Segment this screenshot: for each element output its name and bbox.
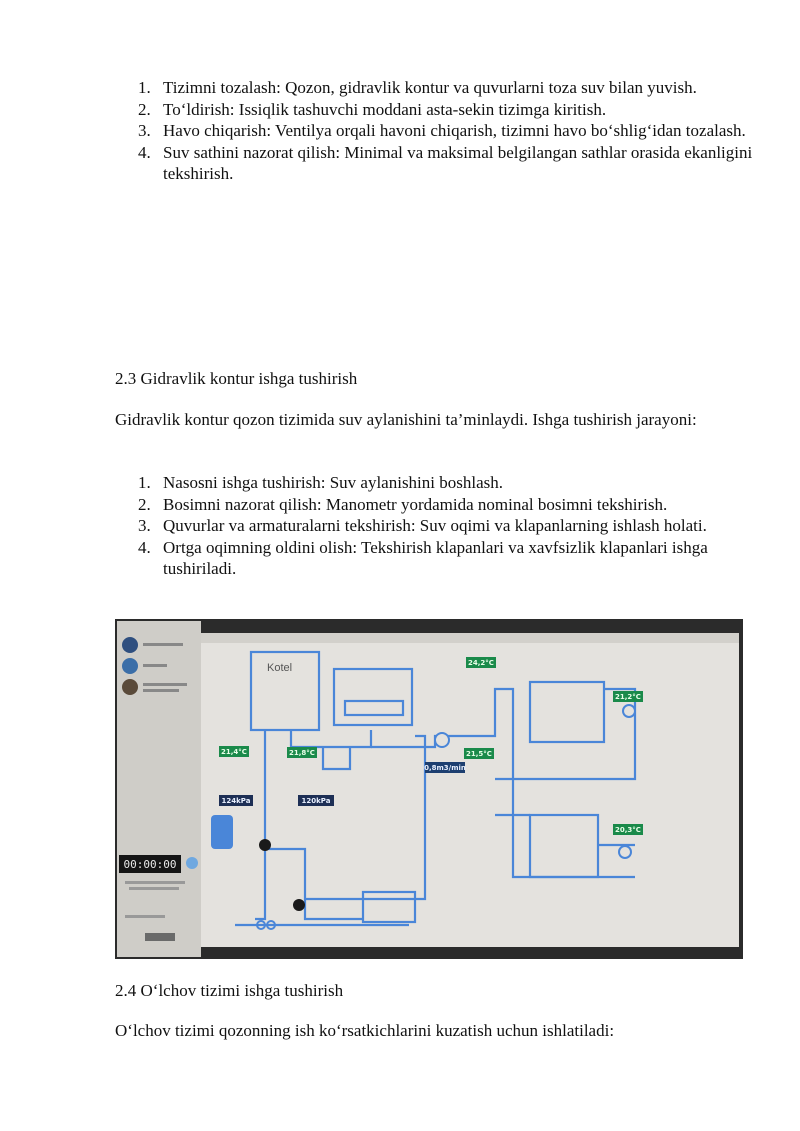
temp-left1-value: 21,4°C [221, 748, 247, 756]
section-2-3-intro: Gidravlik kontur qozon tizimida suv aylanishini ta’minlaydi. Ishga tushirish jarayoni: [115, 410, 697, 429]
list-number: 2. [138, 494, 151, 514]
list-item [138, 494, 758, 516]
expansion-tank [211, 815, 233, 849]
temp-left2-value: 21,8°C [289, 749, 315, 757]
clock-refresh-icon[interactable] [186, 857, 198, 869]
valve-icon[interactable] [619, 846, 631, 858]
section-2-4-intro: O‘lchov tizimi qozonning ish ko‘rsatkichlarini kuzatish uchun ishlatiladi: [115, 1021, 615, 1040]
section-heading-2-3: 2.3 Gidravlik kontur ishga tushirish [115, 369, 358, 388]
list-number: 3. [138, 516, 151, 535]
temp-right-bottom-value: 20,3°C [615, 826, 641, 834]
pressure-1-value: 124kPa [221, 797, 251, 805]
scada-screen-svg [115, 619, 743, 959]
list-item-text: Havo chiqarish: Ventilya orqali havoni chiqarish, tizimni havo bo‘shlig‘idan tozalash. [163, 121, 746, 140]
cleaning-steps-list [138, 77, 758, 185]
list-item [138, 99, 758, 121]
flow-value: 0,8m3/min [424, 764, 466, 772]
flow-meter-icon [435, 733, 449, 747]
list-number: 1. [138, 473, 151, 492]
list-item-text: Quvurlar va armaturalarni tekshirish: Suv oqimi va klapanlarning ishlash holati. [163, 516, 707, 535]
home-icon[interactable] [122, 637, 138, 653]
list-item-text: Bosimni nazorat qilish: Manometr yordamida nominal bosimni tekshirish. [163, 494, 668, 514]
list-number: 1. [138, 78, 151, 97]
list-item [138, 537, 758, 580]
list-item [138, 142, 758, 185]
section-heading-2-4: 2.4 O‘lchov tizimi ishga tushirish [115, 981, 344, 1000]
hydraulic-scada-photo [115, 619, 743, 959]
list-number: 4. [138, 142, 151, 162]
screen-titlebar [201, 633, 739, 643]
list-number: 4. [138, 537, 151, 557]
pump-icon[interactable] [293, 899, 305, 911]
temp-mid-value: 21,5°C [466, 750, 492, 758]
list-number: 3. [138, 121, 151, 140]
list-item [138, 77, 758, 99]
gauge-icon[interactable] [122, 658, 138, 674]
sidebar-item-1[interactable] [143, 643, 183, 646]
sidebar-line [125, 881, 185, 884]
sidebar-line [125, 915, 165, 918]
sidebar-item-3-sub [143, 689, 179, 692]
scada-diagram-area [201, 633, 739, 947]
valve-icon[interactable] [623, 705, 635, 717]
list-number: 2. [138, 99, 151, 119]
clock-text: 00:00:00 [123, 858, 177, 871]
list-item-text: Suv sathini nazorat qilish: Minimal va maksimal belgilangan sathlar orasida ekanligini tekshirish. [163, 142, 753, 183]
temp-right-top-value: 21,2°C [615, 693, 641, 701]
list-item-text: Ortga oqimning oldini olish: Tekshirish klapanlari va xavfsizlik klapanlari ishga tushiriladi. [163, 537, 708, 578]
list-item [138, 120, 758, 142]
pump-icon[interactable] [259, 839, 271, 851]
list-item-text: Nasosni ishga tushirish: Suv aylanishini boshlash. [163, 473, 503, 492]
list-item-text: To‘ldirish: Issiqlik tashuvchi moddani asta-sekin tizimga kiritish. [163, 99, 607, 119]
temp-top-value: 24,2°C [468, 659, 494, 667]
sidebar-item-2[interactable] [143, 664, 167, 667]
sidebar-line [129, 887, 179, 890]
startup-steps-list [138, 472, 758, 580]
user-icon[interactable] [122, 679, 138, 695]
list-item [138, 515, 758, 537]
sidebar-logo [145, 933, 175, 941]
boiler-label: Kotel [267, 662, 293, 674]
sidebar-item-3[interactable] [143, 683, 187, 686]
pressure-2-value: 120kPa [301, 797, 331, 805]
list-item-text: Tizimni tozalash: Qozon, gidravlik kontur va quvurlarni toza suv bilan yuvish. [163, 78, 697, 97]
list-item [138, 472, 758, 494]
